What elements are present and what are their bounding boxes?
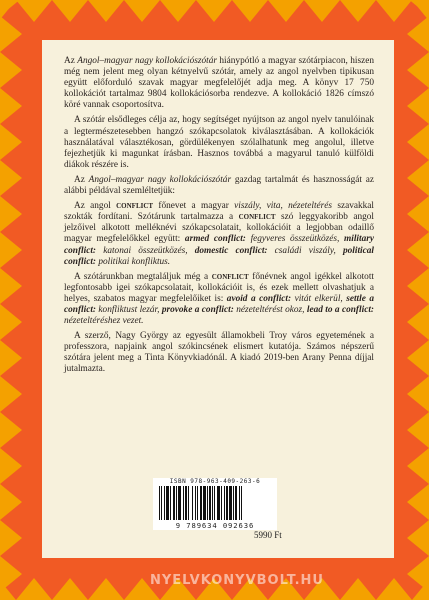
paragraph-author: A szerző, Nagy György az egyesült államokbeli Troy város egyetemének a professzora, napjaink angol szókincsének elismert kutatója. Számos népszerű szótára jelent meg a Tinta Könyvkiadónál. A kiadó 2019-ben Arany Penna díjjal jutalmazta. — [64, 331, 374, 375]
paragraph-example-intro: Az Angol–magyar nagy kollokációszótár gazdag tartalmát és hasznosságát az alábbi példával szemléltetjük: — [64, 174, 374, 197]
barcode-bars — [159, 486, 271, 520]
price: 5990 Ft — [254, 530, 282, 540]
paragraph-adjective-collocations: Az angol conflict főnevet a magyar viszály, vita, nézeteltérés szavakkal szokták fordítani. Szótárunk tartalmazza a conflict szó leggyakoribb angol jelzőivel alkotott melléknévi szókapcsolatait, kollokációit a legjobban odaillő magyar megfelelőkkel együtt: armed conflict: fegyveres összeütközés, military conflict: katonai összeütközés, domestic conflict: családi viszály, political conflict: politikai konfliktus. — [64, 201, 375, 267]
watermark: NYELVKONYVBOLT.HU — [150, 573, 324, 588]
paragraph-purpose: A szótár elsődleges célja az, hogy segítséget nyújtson az angol nyelv tanulóinak a legtermészetesebben hangzó szókapcsolatok kiválasztásában. A kollokációk használatával választékosan, gördülékenyen szólalhatunk meg angolul, illetve fejezhetjük ki magunkat írásban. Hasznos továbbá a magyarul tanuló külföldi diákok részére is. — [64, 115, 374, 170]
isbn-label: ISBN 978-963-409-263-6 — [169, 478, 261, 485]
barcode — [153, 478, 277, 530]
barcode-digits: 9 789634 092636 — [175, 521, 255, 530]
back-cover-text — [64, 56, 374, 380]
paragraph-verb-collocations: A szótárunkban megtaláljuk még a conflict főnévnek angol igékkel alkotott legfontosabb igei szókapcsolatait, kollokációit is, és ezek mellett olvashatjuk a helyes, szabatos magyar megfelelőiket is: avoid a conflict: vitát elkerül, settle a conflict: konfliktust lezár, provoke a conflict: nézeteltérést okoz, lead to a conflict: nézeteltéréshez vezet. — [64, 271, 374, 327]
paragraph-intro: Az Angol–magyar nagy kollokációszótár hiánypótló a magyar szótárpiacon, hiszen még nem jelent meg olyan kétnyelvű szótár, amely az angol nyelvben tipikusan együtt előforduló szavak magyar megfelelőjét adja meg. A könyv 17 750 kollokációt tartalmaz 9804 kollokációsorba rendezve. A kollokáció 1826 címszó köré vannak csoportosítva. — [64, 56, 374, 111]
